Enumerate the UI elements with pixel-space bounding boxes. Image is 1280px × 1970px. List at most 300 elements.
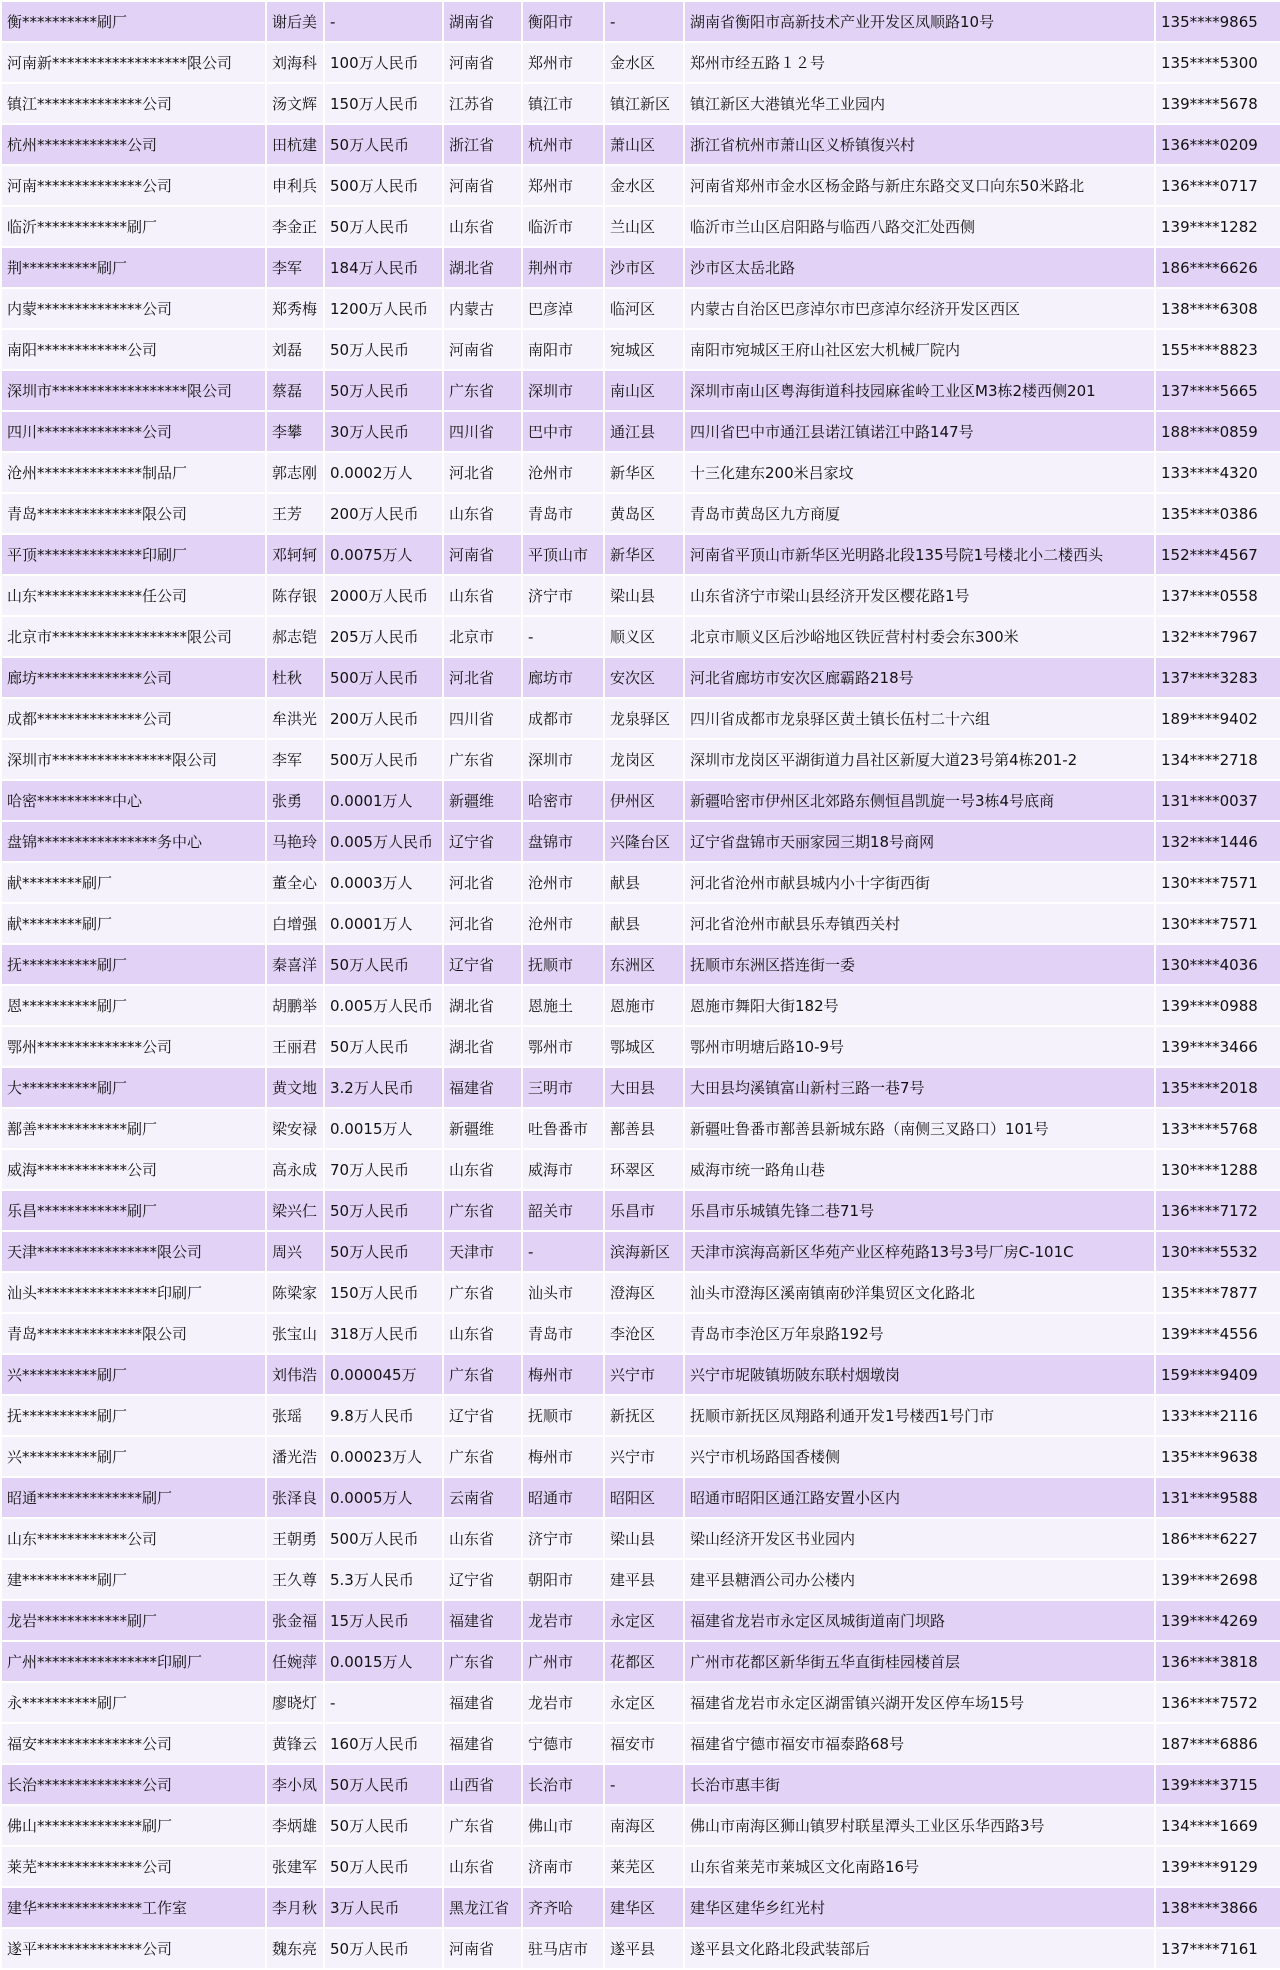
registered-capital-cell: 184万人民币 bbox=[324, 247, 443, 288]
district-cell: 顺义区 bbox=[604, 616, 684, 657]
city-cell: 昭通市 bbox=[522, 1477, 604, 1518]
province-cell: 河北省 bbox=[443, 452, 522, 493]
district-cell: 宛城区 bbox=[604, 329, 684, 370]
company-name-cell: 山东**************任公司 bbox=[1, 575, 266, 616]
district-cell: 献县 bbox=[604, 862, 684, 903]
registered-capital-cell: 70万人民币 bbox=[324, 1149, 443, 1190]
address-cell: 四川省巴中市通江县诺江镇诺江中路147号 bbox=[684, 411, 1155, 452]
company-name-cell: 河南**************公司 bbox=[1, 165, 266, 206]
registered-capital-cell: 0.0015万人 bbox=[324, 1108, 443, 1149]
table-row bbox=[1, 1108, 1280, 1149]
city-cell: 沧州市 bbox=[522, 862, 604, 903]
table-row bbox=[1, 1641, 1280, 1682]
district-cell: 新抚区 bbox=[604, 1395, 684, 1436]
address-cell: 沙市区太岳北路 bbox=[684, 247, 1155, 288]
company-name-cell: 汕头****************印刷厂 bbox=[1, 1272, 266, 1313]
phone-cell: 135****0386 bbox=[1155, 493, 1280, 534]
company-name-cell: 鄯善************刷厂 bbox=[1, 1108, 266, 1149]
table-row bbox=[1, 1518, 1280, 1559]
province-cell: 山东省 bbox=[443, 1846, 522, 1887]
phone-cell: 131****0037 bbox=[1155, 780, 1280, 821]
district-cell: 萧山区 bbox=[604, 124, 684, 165]
address-cell: 大田县均溪镇富山新村三路一巷7号 bbox=[684, 1067, 1155, 1108]
phone-cell: 137****5665 bbox=[1155, 370, 1280, 411]
address-cell: 新疆哈密市伊州区北郊路东侧恒昌凯旋一号3栋4号底商 bbox=[684, 780, 1155, 821]
city-cell: 济南市 bbox=[522, 1846, 604, 1887]
table-row bbox=[1, 985, 1280, 1026]
table-row bbox=[1, 1723, 1280, 1764]
city-cell: 威海市 bbox=[522, 1149, 604, 1190]
city-cell: 吐鲁番市 bbox=[522, 1108, 604, 1149]
address-cell: 青岛市李沧区万年泉路192号 bbox=[684, 1313, 1155, 1354]
city-cell: 鄂州市 bbox=[522, 1026, 604, 1067]
district-cell: 兴宁市 bbox=[604, 1436, 684, 1477]
registered-capital-cell: 2000万人民币 bbox=[324, 575, 443, 616]
city-cell: 广州市 bbox=[522, 1641, 604, 1682]
province-cell: 河南省 bbox=[443, 42, 522, 83]
table-row bbox=[1, 1149, 1280, 1190]
contact-name-cell: 李攀 bbox=[266, 411, 324, 452]
district-cell: 花都区 bbox=[604, 1641, 684, 1682]
city-cell: 龙岩市 bbox=[522, 1682, 604, 1723]
table-row bbox=[1, 1436, 1280, 1477]
province-cell: 山东省 bbox=[443, 1149, 522, 1190]
phone-cell: 131****9588 bbox=[1155, 1477, 1280, 1518]
company-name-cell: 深圳市******************限公司 bbox=[1, 370, 266, 411]
company-name-cell: 献********刷厂 bbox=[1, 862, 266, 903]
phone-cell: 139****4269 bbox=[1155, 1600, 1280, 1641]
table-row bbox=[1, 780, 1280, 821]
registered-capital-cell: 0.0002万人 bbox=[324, 452, 443, 493]
contact-name-cell: 任婉萍 bbox=[266, 1641, 324, 1682]
phone-cell: 130****4036 bbox=[1155, 944, 1280, 985]
registered-capital-cell: 500万人民币 bbox=[324, 1518, 443, 1559]
company-name-cell: 成都**************公司 bbox=[1, 698, 266, 739]
contact-name-cell: 蔡磊 bbox=[266, 370, 324, 411]
province-cell: 山东省 bbox=[443, 1518, 522, 1559]
city-cell: - bbox=[522, 1231, 604, 1272]
province-cell: 天津市 bbox=[443, 1231, 522, 1272]
registered-capital-cell: 1200万人民币 bbox=[324, 288, 443, 329]
city-cell: 郑州市 bbox=[522, 165, 604, 206]
registered-capital-cell: 150万人民币 bbox=[324, 83, 443, 124]
company-name-cell: 平顶**************印刷厂 bbox=[1, 534, 266, 575]
address-cell: 十三化建东200米吕家坟 bbox=[684, 452, 1155, 493]
contact-name-cell: 高永成 bbox=[266, 1149, 324, 1190]
phone-cell: 135****9865 bbox=[1155, 1, 1280, 42]
province-cell: 河南省 bbox=[443, 534, 522, 575]
address-cell: 抚顺市东洲区搭连街一委 bbox=[684, 944, 1155, 985]
company-name-cell: 抚**********刷厂 bbox=[1, 944, 266, 985]
city-cell: 成都市 bbox=[522, 698, 604, 739]
city-cell: 青岛市 bbox=[522, 493, 604, 534]
city-cell: 朝阳市 bbox=[522, 1559, 604, 1600]
province-cell: 辽宁省 bbox=[443, 944, 522, 985]
province-cell: 江苏省 bbox=[443, 83, 522, 124]
phone-cell: 186****6227 bbox=[1155, 1518, 1280, 1559]
province-cell: 河北省 bbox=[443, 657, 522, 698]
phone-cell: 133****5768 bbox=[1155, 1108, 1280, 1149]
table-row bbox=[1, 903, 1280, 944]
province-cell: 黑龙江省 bbox=[443, 1887, 522, 1928]
city-cell: 佛山市 bbox=[522, 1805, 604, 1846]
registered-capital-cell: 0.000045万 bbox=[324, 1354, 443, 1395]
table-row bbox=[1, 1190, 1280, 1231]
contact-name-cell: 申利兵 bbox=[266, 165, 324, 206]
city-cell: 济宁市 bbox=[522, 575, 604, 616]
address-cell: 郑州市经五路１２号 bbox=[684, 42, 1155, 83]
phone-cell: 139****9129 bbox=[1155, 1846, 1280, 1887]
phone-cell: 187****6886 bbox=[1155, 1723, 1280, 1764]
table-row bbox=[1, 657, 1280, 698]
district-cell: 兰山区 bbox=[604, 206, 684, 247]
company-name-cell: 青岛**************限公司 bbox=[1, 1313, 266, 1354]
address-cell: 青岛市黄岛区九方商厦 bbox=[684, 493, 1155, 534]
company-name-cell: 广州****************印刷厂 bbox=[1, 1641, 266, 1682]
address-cell: 佛山市南海区狮山镇罗村联星潭头工业区乐华西路3号 bbox=[684, 1805, 1155, 1846]
contact-name-cell: 李军 bbox=[266, 247, 324, 288]
registered-capital-cell: 0.0075万人 bbox=[324, 534, 443, 575]
address-cell: 浙江省杭州市萧山区义桥镇復兴村 bbox=[684, 124, 1155, 165]
contact-name-cell: 张金福 bbox=[266, 1600, 324, 1641]
city-cell: 三明市 bbox=[522, 1067, 604, 1108]
district-cell: 滨海新区 bbox=[604, 1231, 684, 1272]
district-cell: 临河区 bbox=[604, 288, 684, 329]
province-cell: 山西省 bbox=[443, 1764, 522, 1805]
phone-cell: 136****0209 bbox=[1155, 124, 1280, 165]
table-row bbox=[1, 206, 1280, 247]
phone-cell: 136****0717 bbox=[1155, 165, 1280, 206]
province-cell: 湖北省 bbox=[443, 1026, 522, 1067]
contact-name-cell: 潘光浩 bbox=[266, 1436, 324, 1477]
phone-cell: 135****2018 bbox=[1155, 1067, 1280, 1108]
contact-name-cell: 王芳 bbox=[266, 493, 324, 534]
contact-name-cell: 李金正 bbox=[266, 206, 324, 247]
address-cell: 汕头市澄海区溪南镇南砂洋集贸区文化路北 bbox=[684, 1272, 1155, 1313]
contact-name-cell: 张勇 bbox=[266, 780, 324, 821]
city-cell: 盘锦市 bbox=[522, 821, 604, 862]
registered-capital-cell: 9.8万人民币 bbox=[324, 1395, 443, 1436]
address-cell: 遂平县文化路北段武装部后 bbox=[684, 1928, 1155, 1969]
contact-name-cell: 牟洪光 bbox=[266, 698, 324, 739]
phone-cell: 159****9409 bbox=[1155, 1354, 1280, 1395]
company-name-cell: 廊坊**************公司 bbox=[1, 657, 266, 698]
address-cell: 建华区建华乡红光村 bbox=[684, 1887, 1155, 1928]
table-row bbox=[1, 1272, 1280, 1313]
company-name-cell: 哈密**********中心 bbox=[1, 780, 266, 821]
table-row bbox=[1, 1805, 1280, 1846]
registered-capital-cell: 50万人民币 bbox=[324, 1846, 443, 1887]
company-name-cell: 镇江**************公司 bbox=[1, 83, 266, 124]
province-cell: 湖北省 bbox=[443, 985, 522, 1026]
contact-name-cell: 王丽君 bbox=[266, 1026, 324, 1067]
province-cell: 内蒙古 bbox=[443, 288, 522, 329]
company-name-cell: 临沂************刷厂 bbox=[1, 206, 266, 247]
table-row bbox=[1, 1928, 1280, 1969]
company-name-cell: 遂平**************公司 bbox=[1, 1928, 266, 1969]
province-cell: 湖南省 bbox=[443, 1, 522, 42]
registered-capital-cell: 50万人民币 bbox=[324, 1190, 443, 1231]
city-cell: 青岛市 bbox=[522, 1313, 604, 1354]
province-cell: 广东省 bbox=[443, 1805, 522, 1846]
registered-capital-cell: 100万人民币 bbox=[324, 42, 443, 83]
address-cell: 河南省平顶山市新华区光明路北段135号院1号楼北小二楼西头 bbox=[684, 534, 1155, 575]
district-cell: 遂平县 bbox=[604, 1928, 684, 1969]
company-name-cell: 鄂州**************公司 bbox=[1, 1026, 266, 1067]
company-name-cell: 南阳************公司 bbox=[1, 329, 266, 370]
province-cell: 四川省 bbox=[443, 698, 522, 739]
city-cell: 沧州市 bbox=[522, 903, 604, 944]
registered-capital-cell: - bbox=[324, 1682, 443, 1723]
city-cell: - bbox=[522, 616, 604, 657]
city-cell: 驻马店市 bbox=[522, 1928, 604, 1969]
city-cell: 齐齐哈 bbox=[522, 1887, 604, 1928]
district-cell: 新华区 bbox=[604, 452, 684, 493]
table-row bbox=[1, 616, 1280, 657]
company-name-cell: 龙岩************刷厂 bbox=[1, 1600, 266, 1641]
contact-name-cell: 廖晓灯 bbox=[266, 1682, 324, 1723]
company-name-cell: 兴**********刷厂 bbox=[1, 1354, 266, 1395]
city-cell: 抚顺市 bbox=[522, 944, 604, 985]
city-cell: 抚顺市 bbox=[522, 1395, 604, 1436]
city-cell: 宁德市 bbox=[522, 1723, 604, 1764]
district-cell: 黄岛区 bbox=[604, 493, 684, 534]
district-cell: 兴宁市 bbox=[604, 1354, 684, 1395]
phone-cell: 139****4556 bbox=[1155, 1313, 1280, 1354]
contact-name-cell: 胡鹏举 bbox=[266, 985, 324, 1026]
district-cell: 恩施市 bbox=[604, 985, 684, 1026]
district-cell: 镇江新区 bbox=[604, 83, 684, 124]
city-cell: 荆州市 bbox=[522, 247, 604, 288]
province-cell: 河南省 bbox=[443, 165, 522, 206]
phone-cell: 139****3466 bbox=[1155, 1026, 1280, 1067]
phone-cell: 133****2116 bbox=[1155, 1395, 1280, 1436]
registered-capital-cell: 3万人民币 bbox=[324, 1887, 443, 1928]
phone-cell: 186****6626 bbox=[1155, 247, 1280, 288]
company-name-cell: 青岛**************限公司 bbox=[1, 493, 266, 534]
contact-name-cell: 李军 bbox=[266, 739, 324, 780]
company-name-cell: 建**********刷厂 bbox=[1, 1559, 266, 1600]
company-name-cell: 兴**********刷厂 bbox=[1, 1436, 266, 1477]
table-row bbox=[1, 1313, 1280, 1354]
district-cell: 龙泉驿区 bbox=[604, 698, 684, 739]
district-cell: 金水区 bbox=[604, 42, 684, 83]
address-cell: 内蒙古自治区巴彦淖尔市巴彦淖尔经济开发区西区 bbox=[684, 288, 1155, 329]
district-cell: 梁山县 bbox=[604, 1518, 684, 1559]
city-cell: 哈密市 bbox=[522, 780, 604, 821]
address-cell: 福建省龙岩市永定区凤城街道南门坝路 bbox=[684, 1600, 1155, 1641]
province-cell: 山东省 bbox=[443, 493, 522, 534]
phone-cell: 134****1669 bbox=[1155, 1805, 1280, 1846]
company-name-cell: 山东************公司 bbox=[1, 1518, 266, 1559]
contact-name-cell: 陈存银 bbox=[266, 575, 324, 616]
contact-name-cell: 刘伟浩 bbox=[266, 1354, 324, 1395]
company-name-cell: 建华**************工作室 bbox=[1, 1887, 266, 1928]
company-name-cell: 长治**************公司 bbox=[1, 1764, 266, 1805]
registered-capital-cell: 0.005万人民币 bbox=[324, 821, 443, 862]
district-cell: 环翠区 bbox=[604, 1149, 684, 1190]
province-cell: 新疆维 bbox=[443, 780, 522, 821]
table-row bbox=[1, 288, 1280, 329]
district-cell: 安次区 bbox=[604, 657, 684, 698]
contact-name-cell: 刘海科 bbox=[266, 42, 324, 83]
table-row bbox=[1, 83, 1280, 124]
contact-name-cell: 周兴 bbox=[266, 1231, 324, 1272]
table-row bbox=[1, 1682, 1280, 1723]
district-cell: - bbox=[604, 1, 684, 42]
contact-name-cell: 田杭建 bbox=[266, 124, 324, 165]
company-name-cell: 恩**********刷厂 bbox=[1, 985, 266, 1026]
province-cell: 广东省 bbox=[443, 1436, 522, 1477]
district-cell: 永定区 bbox=[604, 1682, 684, 1723]
city-cell: 长治市 bbox=[522, 1764, 604, 1805]
registered-capital-cell: 500万人民币 bbox=[324, 165, 443, 206]
table-row bbox=[1, 739, 1280, 780]
contact-name-cell: 梁安禄 bbox=[266, 1108, 324, 1149]
city-cell: 平顶山市 bbox=[522, 534, 604, 575]
district-cell: - bbox=[604, 1764, 684, 1805]
province-cell: 广东省 bbox=[443, 739, 522, 780]
city-cell: 汕头市 bbox=[522, 1272, 604, 1313]
contact-name-cell: 王朝勇 bbox=[266, 1518, 324, 1559]
phone-cell: 138****6308 bbox=[1155, 288, 1280, 329]
province-cell: 辽宁省 bbox=[443, 1559, 522, 1600]
phone-cell: 135****7877 bbox=[1155, 1272, 1280, 1313]
table-row bbox=[1, 1846, 1280, 1887]
province-cell: 河南省 bbox=[443, 329, 522, 370]
province-cell: 河北省 bbox=[443, 903, 522, 944]
company-name-cell: 沧州**************制品厂 bbox=[1, 452, 266, 493]
registered-capital-cell: 500万人民币 bbox=[324, 657, 443, 698]
address-cell: 兴宁市机场路国香楼侧 bbox=[684, 1436, 1155, 1477]
company-name-cell: 天津****************限公司 bbox=[1, 1231, 266, 1272]
table-row bbox=[1, 1764, 1280, 1805]
company-name-cell: 福安**************公司 bbox=[1, 1723, 266, 1764]
district-cell: 永定区 bbox=[604, 1600, 684, 1641]
phone-cell: 136****3818 bbox=[1155, 1641, 1280, 1682]
registered-capital-cell: 50万人民币 bbox=[324, 1805, 443, 1846]
district-cell: 南山区 bbox=[604, 370, 684, 411]
company-name-cell: 佛山**************刷厂 bbox=[1, 1805, 266, 1846]
registered-capital-cell: 0.0001万人 bbox=[324, 780, 443, 821]
city-cell: 济宁市 bbox=[522, 1518, 604, 1559]
province-cell: 河南省 bbox=[443, 1928, 522, 1969]
city-cell: 南阳市 bbox=[522, 329, 604, 370]
district-cell: 梁山县 bbox=[604, 575, 684, 616]
district-cell: 莱芜区 bbox=[604, 1846, 684, 1887]
company-name-cell: 永**********刷厂 bbox=[1, 1682, 266, 1723]
registered-capital-cell: 50万人民币 bbox=[324, 124, 443, 165]
address-cell: 北京市顺义区后沙峪地区铁匠营村村委会东300米 bbox=[684, 616, 1155, 657]
company-name-cell: 内蒙**************公司 bbox=[1, 288, 266, 329]
address-cell: 威海市统一路角山巷 bbox=[684, 1149, 1155, 1190]
district-cell: 通江县 bbox=[604, 411, 684, 452]
company-name-cell: 北京市******************限公司 bbox=[1, 616, 266, 657]
province-cell: 广东省 bbox=[443, 1190, 522, 1231]
phone-cell: 132****1446 bbox=[1155, 821, 1280, 862]
province-cell: 浙江省 bbox=[443, 124, 522, 165]
phone-cell: 188****0859 bbox=[1155, 411, 1280, 452]
province-cell: 北京市 bbox=[443, 616, 522, 657]
district-cell: 龙岗区 bbox=[604, 739, 684, 780]
phone-cell: 132****7967 bbox=[1155, 616, 1280, 657]
table-row bbox=[1, 1026, 1280, 1067]
company-name-cell: 抚**********刷厂 bbox=[1, 1395, 266, 1436]
address-cell: 河北省沧州市献县乐寿镇西关村 bbox=[684, 903, 1155, 944]
table-row bbox=[1, 1395, 1280, 1436]
address-cell: 四川省成都市龙泉驿区黄土镇长伍村二十六组 bbox=[684, 698, 1155, 739]
address-cell: 恩施市舞阳大街182号 bbox=[684, 985, 1155, 1026]
address-cell: 临沂市兰山区启阳路与临西八路交汇处西侧 bbox=[684, 206, 1155, 247]
address-cell: 河北省廊坊市安次区廊霸路218号 bbox=[684, 657, 1155, 698]
address-cell: 广州市花都区新华街五华直街桂园楼首层 bbox=[684, 1641, 1155, 1682]
address-cell: 抚顺市新抚区凤翔路利通开发1号楼西1号门市 bbox=[684, 1395, 1155, 1436]
registered-capital-cell: 160万人民币 bbox=[324, 1723, 443, 1764]
table-row bbox=[1, 862, 1280, 903]
registered-capital-cell: 0.0003万人 bbox=[324, 862, 443, 903]
company-name-cell: 杭州************公司 bbox=[1, 124, 266, 165]
province-cell: 云南省 bbox=[443, 1477, 522, 1518]
address-cell: 深圳市龙岗区平湖街道力昌社区新厦大道23号第4栋201-2 bbox=[684, 739, 1155, 780]
phone-cell: 136****7172 bbox=[1155, 1190, 1280, 1231]
phone-cell: 130****7571 bbox=[1155, 862, 1280, 903]
contact-name-cell: 郑秀梅 bbox=[266, 288, 324, 329]
company-name-cell: 四川**************公司 bbox=[1, 411, 266, 452]
phone-cell: 139****3715 bbox=[1155, 1764, 1280, 1805]
registered-capital-cell: 0.0015万人 bbox=[324, 1641, 443, 1682]
table-row bbox=[1, 944, 1280, 985]
registered-capital-cell: 205万人民币 bbox=[324, 616, 443, 657]
contact-name-cell: 汤文辉 bbox=[266, 83, 324, 124]
contact-name-cell: 刘磊 bbox=[266, 329, 324, 370]
province-cell: 福建省 bbox=[443, 1067, 522, 1108]
registered-capital-cell: 30万人民币 bbox=[324, 411, 443, 452]
contact-name-cell: 张建军 bbox=[266, 1846, 324, 1887]
table-row bbox=[1, 370, 1280, 411]
registered-capital-cell: 50万人民币 bbox=[324, 370, 443, 411]
table-row bbox=[1, 452, 1280, 493]
province-cell: 广东省 bbox=[443, 1641, 522, 1682]
registered-capital-cell: 0.00023万人 bbox=[324, 1436, 443, 1477]
phone-cell: 139****2698 bbox=[1155, 1559, 1280, 1600]
province-cell: 广东省 bbox=[443, 1272, 522, 1313]
district-cell: 建平县 bbox=[604, 1559, 684, 1600]
table-row bbox=[1, 1231, 1280, 1272]
phone-cell: 137****0558 bbox=[1155, 575, 1280, 616]
address-cell: 梁山经济开发区书业园内 bbox=[684, 1518, 1155, 1559]
address-cell: 河南省郑州市金水区杨金路与新庄东路交叉口向东50米路北 bbox=[684, 165, 1155, 206]
city-cell: 梅州市 bbox=[522, 1354, 604, 1395]
company-name-cell: 莱芜**************公司 bbox=[1, 1846, 266, 1887]
district-cell: 沙市区 bbox=[604, 247, 684, 288]
company-name-cell: 荆**********刷厂 bbox=[1, 247, 266, 288]
address-cell: 福建省龙岩市永定区湖雷镇兴湖开发区停车场15号 bbox=[684, 1682, 1155, 1723]
phone-cell: 189****9402 bbox=[1155, 698, 1280, 739]
contact-name-cell: 张宝山 bbox=[266, 1313, 324, 1354]
district-cell: 澄海区 bbox=[604, 1272, 684, 1313]
registered-capital-cell: 0.0005万人 bbox=[324, 1477, 443, 1518]
city-cell: 郑州市 bbox=[522, 42, 604, 83]
registered-capital-cell: 200万人民币 bbox=[324, 698, 443, 739]
registered-capital-cell: - bbox=[324, 1, 443, 42]
contact-name-cell: 董全心 bbox=[266, 862, 324, 903]
company-name-cell: 献********刷厂 bbox=[1, 903, 266, 944]
province-cell: 广东省 bbox=[443, 1354, 522, 1395]
phone-cell: 139****1282 bbox=[1155, 206, 1280, 247]
table-row bbox=[1, 247, 1280, 288]
company-name-cell: 昭通**************刷厂 bbox=[1, 1477, 266, 1518]
district-cell: 东洲区 bbox=[604, 944, 684, 985]
